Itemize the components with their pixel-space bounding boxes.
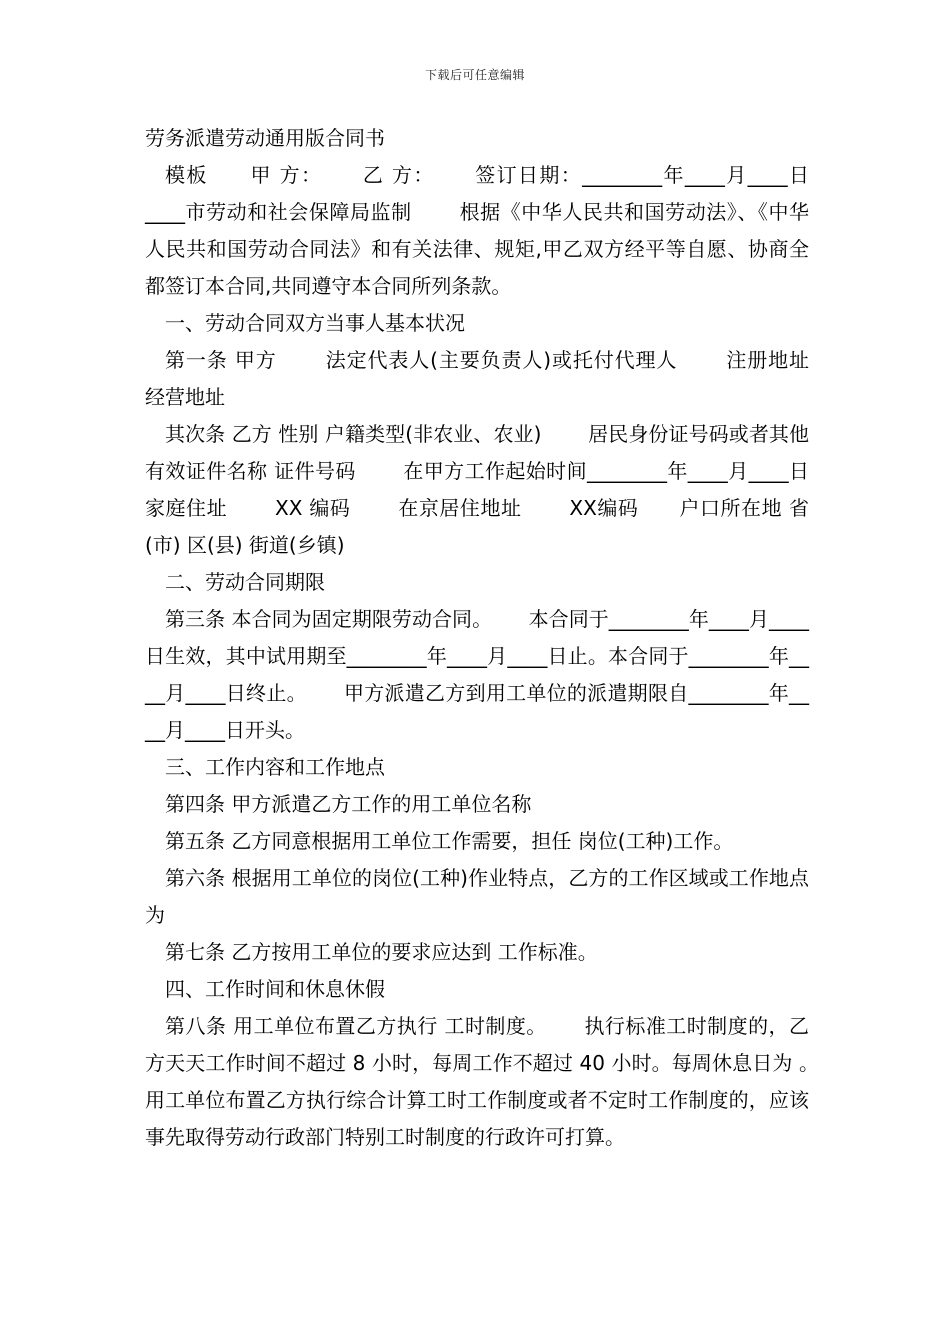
header-note: 下载后可任意编辑 — [424, 68, 525, 82]
article-8: 第八条 用工单位布置乙方执行 工时制度。 执行标准工时制度的，乙方天天工作时间不超过 8 小时，每周工作不超过 40 小时。每周休息日为 。 用工单位布置乙方执行综合计算工时工作制度或者不定时工作制度的，应该事先取得劳动行政部门特别工时制度的行政许可打算。 — [145, 1014, 856, 1149]
article-3: 第三条 本合同为固定期限劳动合同。 本合同于________年____月____日生效，其中试用期至________年____月____日止。本合同于________年____月____日终止。 甲方派遣乙方到用工单位的派遣期限自________年____月____日开头。 — [145, 607, 809, 742]
document-body — [145, 120, 856, 1156]
article-1: 第一条 甲方 法定代表人(主要负责人)或托付代理人 注册地址 经营地址 — [145, 348, 849, 409]
article-2: 其次条 乙方 性别 户籍类型(非农业、农业) 居民身份证号码或者其他有效证件名称 证件号码 在甲方工作起始时间________年____月____日 家庭住址 XX 编码 在京居住地址 XX编码 户口所在地 省(市) 区(县) 街道(乡镇) — [145, 422, 856, 557]
article-7: 第七条 乙方按用工单位的要求应达到 工作标准。 — [165, 940, 598, 964]
section-heading-3: 三、工作内容和工作地点 — [165, 755, 385, 779]
article-5: 第五条 乙方同意根据用工单位工作需要，担任 岗位(工种)工作。 — [165, 829, 734, 853]
section-heading-4: 四、工作时间和休息休假 — [165, 977, 385, 1001]
article-4: 第四条 甲方派遣乙方工作的用工单位名称 — [165, 792, 532, 816]
section-heading-1: 一、劳动合同双方当事人基本状况 — [165, 311, 465, 335]
section-heading-2: 二、劳动合同期限 — [165, 570, 325, 594]
document-title: 劳务派遣劳动通用版合同书 — [145, 126, 385, 150]
intro-paragraph: 模板 甲 方： 乙 方： 签订日期：________年____月____日 ____市劳动和社会保障局监制 根据《中华人民共和国劳动法》、《中华人民共和国劳动合同法》和有关法律、规矩,甲乙双方经平等自愿、协商全都签订本合同,共同遵守本合同所列条款。 — [145, 163, 856, 298]
article-6: 第六条 根据用工单位的岗位(工种)作业特点，乙方的工作区域或工作地点为 — [145, 866, 809, 927]
